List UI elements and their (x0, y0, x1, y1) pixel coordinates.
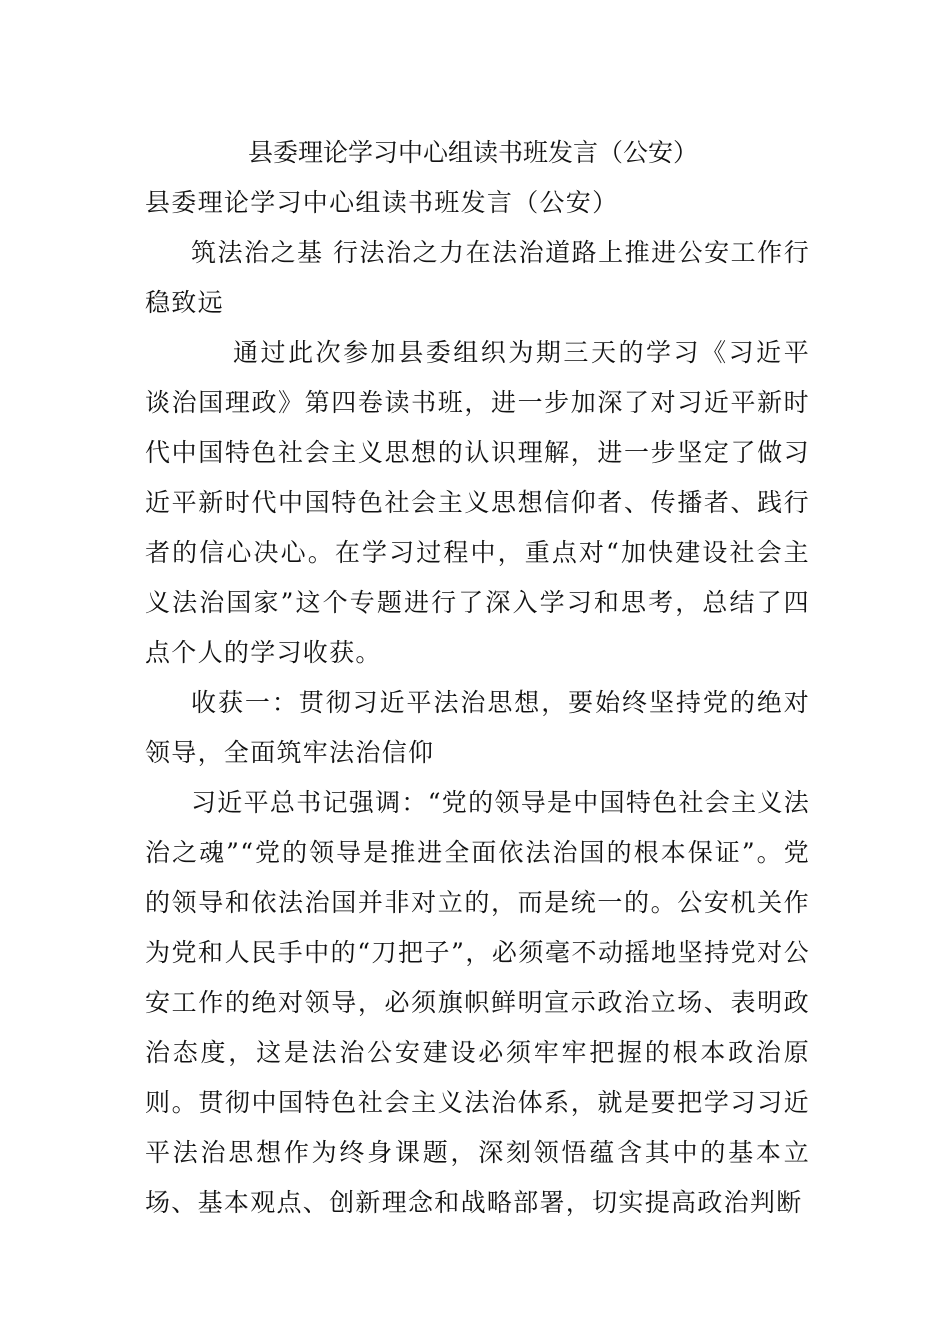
paragraph-intro: 通过此次参加县委组织为期三天的学习《习近平谈治国理政》第四卷读书班，进一步加深了对习近平新时代中国特色社会主义思想的认识理解，进一步坚定了做习近平新时代中国特色社会主义思想信仰者、传播者、践行者的信心决心。在学习过程中，重点对“加快建设社会主义法治国家”这个专题进行了深入学习和思考，总结了四点个人的学习收获。 (145, 338, 810, 667)
document-heading: 筑法治之基 行法治之力在法治道路上推进公安工作行稳致远 (145, 238, 810, 317)
document-subtitle: 县委理论学习中心组读书班发言（公安） (145, 188, 619, 217)
document-title: 县委理论学习中心组读书班发言（公安） (248, 138, 699, 167)
paragraph-gain-one-heading: 收获一：贯彻习近平法治思想，要始终坚持党的绝对领导，全面筑牢法治信仰 (145, 688, 810, 767)
document-page (145, 128, 810, 1228)
paragraph-gain-one-body: 习近平总书记强调：“党的领导是中国特色社会主义法治之魂”“党的领导是推进全面依法治国的根本保证”。党的领导和依法治国并非对立的，而是统一的。公安机关作为党和人民手中的“刀把子”，必须毫不动摇地坚持党对公安工作的绝对领导，必须旗帜鲜明宣示政治立场、表明政治态度，这是法治公安建设必须牢牢把握的根本政治原则。贯彻中国特色社会主义法治体系，就是要把学习习近平法治思想作为终身课题，深刻领悟蕴含其中的基本立场、基本观点、创新理念和战略部署，切实提高政治判断 (145, 788, 810, 1217)
